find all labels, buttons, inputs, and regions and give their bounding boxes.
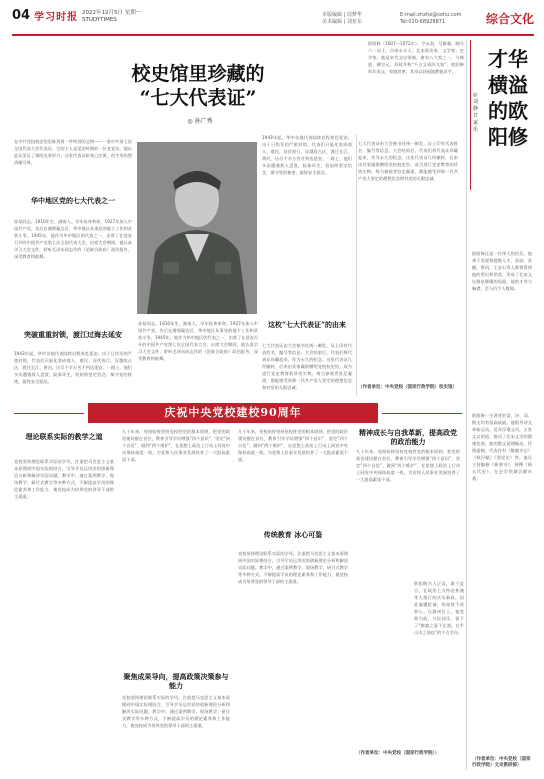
body-text: 党校坚持理论联系实际的学风，注重把马克思主义基本原理同中国实际相结合，引导学员运用党的创新理论分析和解决实际问题。教学中，通过案例教学、现场教学、研讨式教学等多种方式，不断提高学员的理论素养和工作能力，使党校成为培养党的领导干部的主渠道。 xyxy=(238,551,348,584)
section-heading: 突破重重封锁，渡江过海去延安 xyxy=(24,330,122,339)
article-byline: ◎ 孙广秀 xyxy=(187,118,213,125)
section-heading: 聚焦成果导向，提高政策决策参与能力 xyxy=(123,672,229,690)
body-text: 欧阳修一生著述宏富，诗、词、散文均有很高成就。他倡导诗文革新运动，反对浮靡文风，主张文以明道，推动了北宋文学的健康发展。他的散文说理畅达，抒情委婉，代表作有《醉翁亭记》《秋声赋》《朋党论》等。他还主持编修《新唐书》，独撰《新五代史》，在史学领域贡献卓著。 xyxy=(472,413,532,481)
contact-info: E-mail:zhxhx@sohu.com Tel:010-68928871 xyxy=(400,12,462,25)
body-text: 1943年起，华中各地代表陆续启程奔赴延安。由于日伪军的严密封锁，代表们只能化装成商人、难民，昼伏夜行，穿越敌占区，渡过长江、黄河，历尽千辛万苦才到达延安。一路上，他们多次遭遇敌人盘查，险象环生，但始终坚定信念，保守党的秘密，最终安全抵达。 xyxy=(14,351,132,384)
section-heading: 精神成长与自我革新，提高政党的政治能力 xyxy=(359,428,457,446)
article-headline: 校史馆里珍藏的 “七大代表证” xyxy=(131,63,265,109)
article-lead: 在中共党校校史馆里陈列着一件特别的文物——一张中共第七次全国代表大会代表证。它的主人是延安时期的一位老党员，他以此证见证了那段光荣岁月。这张代表证纸张已泛黄，但字迹仍然清晰可辨。 xyxy=(14,139,132,165)
section-heading: 华中地区党的七大代表之一 xyxy=(31,196,115,205)
banner-rule xyxy=(14,413,84,414)
body-text: 九十年来，党校始终坚持党校姓党的根本原则，把党的政治建设摆在首位，教育引导学员增强“四个意识”、坚定“四个自信”、做到“两个维护”，在思想上政治上行动上同党中央保持高度一致，为党和人民事业发展培养了一大批高素质干部。 xyxy=(356,449,460,482)
masthead xyxy=(12,8,534,34)
section-heading: 理论联系实际的教学之道 xyxy=(25,432,103,441)
masthead-date xyxy=(82,10,141,24)
article-signoff: （作者单位：中央党校（国家行政学院）） xyxy=(356,751,440,756)
body-text: 七大代表证由大会秘书处统一制发，证上印有代表姓名、编号等信息。大会结束后，代表们将代表证珍藏起来，作为永久的纪念。这张代表证几经辗转，后来由其家属捐赠给党校校史馆，成为进行党史教育的珍贵实物。每当参观者驻足凝望，都能感受到那一代共产党人坚定的理想信念和对党的无限忠诚。 xyxy=(262,343,352,390)
body-text: 欧阳修还是一位伟大的伯乐。他善于发现和提携人才，苏轼、苏辙、曾巩、王安石等人都曾得到他的赏识和举荐，形成了北宋文坛群星璀璨的局面。他的才华与胸襟，至今仍令人敬仰。 xyxy=(472,251,532,291)
brand-logo: 学习时报 xyxy=(34,12,79,23)
banner-rule xyxy=(382,413,462,414)
body-text: 欧阳修为人正直，敢于直言，在政治上支持范仲淹等人推行的庆历新政，因此屡遭贬谪，但始终不改初心。在滁州任上，他宽简为政，与民同乐，留下了“醉翁之意不在酒，在乎山水之间也”的千古名句。 xyxy=(414,581,464,635)
date-line: 2022年12月5日 星期一 xyxy=(82,10,142,16)
portrait-illustration xyxy=(137,142,257,314)
column-divider xyxy=(356,134,357,396)
body-text: 七大代表证由大会秘书处统一制发，证上印有代表姓名、编号等信息。大会结束后，代表们将代表证珍藏起来，作为永久的纪念。这张代表证几经辗转，后来由其家属捐赠给党校校史馆，成为进行党史教育的珍贵实物。每当参观者驻足凝望，都能感受到那一代共产党人坚定的理想信念和对党的无限忠诚。 xyxy=(358,141,458,181)
feature-accent-rule xyxy=(470,40,471,190)
editor-credits: 本版编辑 | 周梦华 美术编辑 | 刘亚东 xyxy=(322,12,362,25)
anniversary-banner: 庆祝中央党校建校90周年 xyxy=(88,403,378,423)
body-text: 欧阳修（1007—1072年），字永叔，号醉翁，晚号六一居士，吉州永丰人，北宋政治家、文学家、史学家。他是宋代文坛领袖，唐宋八大家之一，与韩愈、柳宗元、苏轼并称“千古文章四大家”。欧阳修幼年丧父，家境贫寒，其母以荻画地教他识字。 xyxy=(368,41,464,74)
section-title: 综合文化 xyxy=(485,12,534,26)
feature-byline: ◎刘静 甘家乐 xyxy=(473,92,479,133)
article-signoff: （作者单位：中央党校（国家行政学院）文史教研部） xyxy=(472,757,531,768)
masthead-left xyxy=(12,8,78,23)
body-text: 党校坚持理论联系实际的学风，注重把马克思主义基本原理同中国实际相结合，引导学员运用党的创新理论分析和解决实际问题。教学中，通过案例教学、现场教学、研讨式教学等多种方式，不断提高学员的理论素养和工作能力，使党校成为培养党的领导干部的主渠道。 xyxy=(14,459,114,499)
masthead-rule xyxy=(12,34,534,36)
body-text: 1943年起，华中各地代表陆续启程奔赴延安。由于日伪军的严密封锁，代表们只能化装成商人、难民，昼伏夜行，穿越敌占区，渡过长江、黄河，历尽千辛万苦才到达延安。一路上，他们多次遭遇敌人盘查，险象环生，但始终坚定信念，保守党的秘密，最终安全抵达。 xyxy=(262,135,352,175)
body-text: 孙某同志，1910年生，湖南人。早年投身革命，1927年加入中国共产党，先后在湘鄂赣边区、华中地区从事党的地下工作和武装斗争。1945年，他作为华中地区的代表之一，出席了在延安召开的中国共产党第七次全国代表大会。出席大会期间，他认真学习大会文件，聆听毛泽东同志作的《论联合政府》政治报告，深受教育和鼓舞。 xyxy=(14,219,132,259)
section-heading: 这枚“七大代表证”的由来 xyxy=(267,320,347,329)
portrait-photo xyxy=(137,142,257,314)
brand-subtitle: STUDYTIMES xyxy=(82,17,117,23)
body-text: 党校坚持理论联系实际的学风，注重把马克思主义基本原理同中国实际相结合，引导学员运用党的创新理论分析和解决实际问题。教学中，通过案例教学、现场教学、研讨式教学等多种方式，不断提高学员的理论素养和工作能力，使党校成为培养党的领导干部的主渠道。 xyxy=(122,695,230,728)
article-signoff: （作者单位：中央党校（国家行政学院）校史馆） xyxy=(358,385,457,390)
body-text: 九十年来，党校始终坚持党校姓党的根本原则，把党的政治建设摆在首位，教育引导学员增强“四个意识”、坚定“四个自信”、做到“两个维护”，在思想上政治上行动上同党中央保持高度一致，为党和人民事业发展培养了一大批高素质干部。 xyxy=(238,429,348,462)
body-text: 孙某同志，1910年生，湖南人。早年投身革命，1927年加入中国共产党，先后在湘鄂赣边区、华中地区从事党的地下工作和武装斗争。1945年，他作为华中地区的代表之一，出席了在延安召开的中国共产党第七次全国代表大会。出席大会期间，他认真学习大会文件，聆听毛泽东同志作的《论联合政府》政治报告，深受教育和鼓舞。 xyxy=(138,321,258,361)
page-number: 04 xyxy=(12,8,31,23)
section-heading: 传统教育 冰心可鉴 xyxy=(263,530,323,539)
column-divider xyxy=(466,40,467,770)
body-text: 九十年来，党校始终坚持党校姓党的根本原则，把党的政治建设摆在首位，教育引导学员增强“四个意识”、坚定“四个自信”、做到“两个维护”，在思想上政治上行动上同党中央保持高度一致，为党和人民事业发展培养了一大批高素质干部。 xyxy=(122,429,230,462)
feature-headline: 才华横溢的欧阳修 xyxy=(488,47,528,149)
